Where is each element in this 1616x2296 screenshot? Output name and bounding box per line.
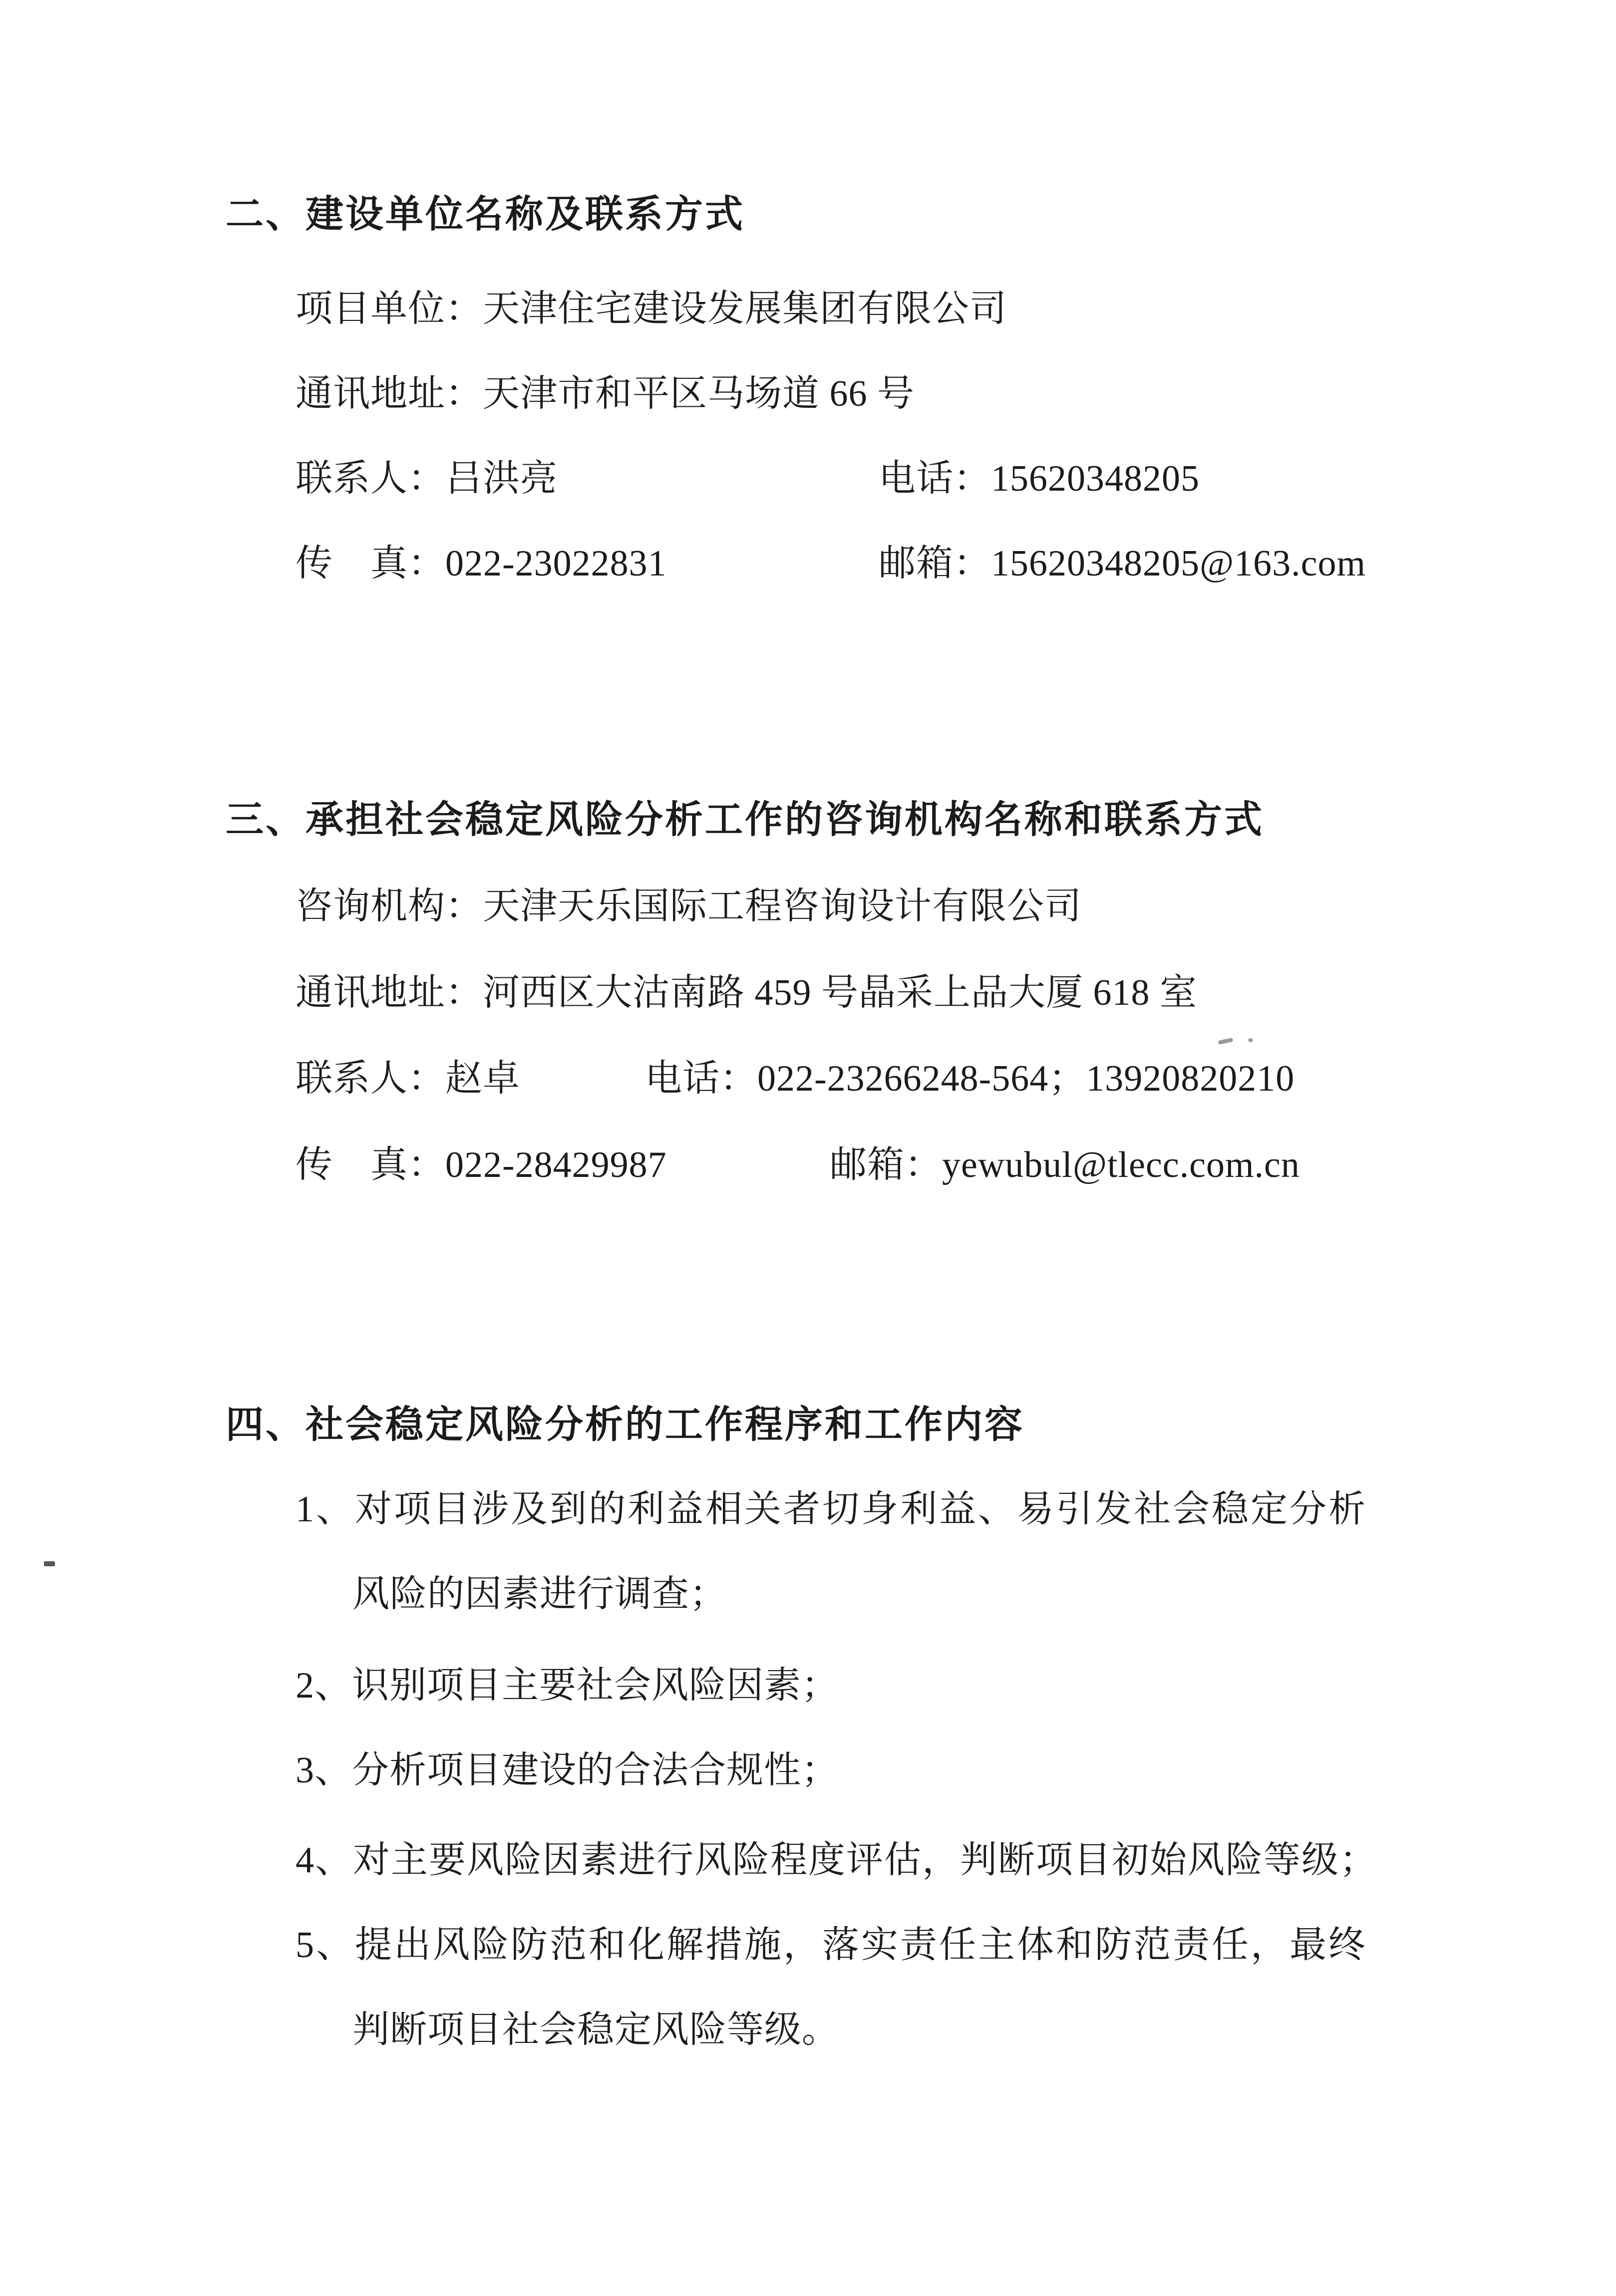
field-address-2-label: 通讯地址： <box>296 972 483 1013</box>
field-project-unit-value: 天津住宅建设发展集团有限公司 <box>483 288 1007 329</box>
list-item-2 <box>296 1664 839 1708</box>
field-phone-2 <box>645 1057 1294 1101</box>
field-address-2-value: 河西区大沽南路 459 号晶采上品大厦 618 室 <box>483 972 1197 1013</box>
field-contact-2-label: 联系人： <box>296 1058 445 1099</box>
field-email-1-value: 15620348205@163.com <box>991 543 1366 584</box>
field-address-1-value: 天津市和平区马场道 66 号 <box>483 373 915 414</box>
list-item-2-text: 识别项目主要社会风险因素； <box>352 1665 839 1706</box>
list-item-5-text: 提出风险防范和化解措施，落实责任主体和防范责任，最终 <box>355 1925 1367 1966</box>
list-item-1-number: 1、 <box>296 1489 355 1530</box>
pen-mark-artifact <box>1218 1038 1233 1045</box>
list-item-1-line-1 <box>296 1487 1367 1532</box>
field-fax-2-value: 022-28429987 <box>445 1145 667 1185</box>
list-item-1-text: 对项目涉及到的利益相关者切身利益、易引发社会稳定分析 <box>355 1489 1367 1530</box>
field-phone-1-value: 15620348205 <box>991 458 1200 499</box>
section3-heading: 三、承担社会稳定风险分析工作的咨询机构名称和联系方式 <box>226 799 1264 841</box>
field-contact-1 <box>296 457 558 501</box>
field-email-2 <box>830 1143 1300 1187</box>
field-fax-1-value: 022-23022831 <box>445 543 667 584</box>
section2-heading: 二、建设单位名称及联系方式 <box>226 194 745 236</box>
field-phone-1-label: 电话： <box>879 458 991 499</box>
field-contact-2 <box>296 1057 520 1101</box>
list-item-4-number: 4、 <box>296 1840 353 1881</box>
field-address-1-label: 通讯地址： <box>296 373 483 414</box>
section4-heading: 四、社会稳定风险分析的工作程序和工作内容 <box>226 1404 1024 1446</box>
field-project-unit-label: 项目单位： <box>296 288 483 329</box>
field-phone-1 <box>879 457 1200 501</box>
list-item-4-text: 对主要风险因素进行风险程度评估，判断项目初始风险等级； <box>353 1840 1377 1881</box>
list-item-3 <box>296 1748 839 1793</box>
field-email-2-label: 邮箱： <box>830 1145 942 1185</box>
list-item-4 <box>296 1838 1377 1883</box>
pen-dot-artifact <box>1248 1038 1253 1042</box>
list-item-2-number: 2、 <box>296 1665 352 1706</box>
field-email-2-value: yewubul@tlecc.com.cn <box>942 1145 1300 1185</box>
list-item-5-line-2: 判断项目社会稳定风险等级。 <box>352 2009 839 2050</box>
field-address-1 <box>296 372 915 416</box>
field-contact-1-label: 联系人： <box>296 458 445 499</box>
field-fax-2 <box>296 1143 667 1187</box>
list-item-1-line-2: 风险的因素进行调查； <box>352 1574 727 1615</box>
field-fax-1-label: 传 真： <box>296 543 445 584</box>
scan-smudge-artifact <box>44 1561 55 1566</box>
field-contact-1-value: 吕洪亮 <box>445 458 558 499</box>
field-address-2 <box>296 971 1197 1015</box>
field-project-unit <box>296 287 1007 331</box>
field-phone-2-label: 电话： <box>645 1058 757 1099</box>
field-consult-org-label: 咨询机构： <box>296 886 483 927</box>
list-item-5-line-1 <box>296 1923 1367 1968</box>
field-fax-1 <box>296 542 667 586</box>
field-fax-2-label: 传 真： <box>296 1145 445 1185</box>
list-item-3-text: 分析项目建设的合法合规性； <box>352 1750 839 1791</box>
field-consult-org-value: 天津天乐国际工程咨询设计有限公司 <box>483 886 1082 927</box>
field-consult-org <box>296 884 1082 929</box>
field-contact-2-value: 赵卓 <box>445 1058 520 1099</box>
list-item-3-number: 3、 <box>296 1750 352 1791</box>
list-item-5-number: 5、 <box>296 1925 355 1966</box>
field-email-1-label: 邮箱： <box>879 543 991 584</box>
field-phone-2-value: 022-23266248-564；13920820210 <box>757 1058 1295 1099</box>
field-email-1 <box>879 542 1366 586</box>
